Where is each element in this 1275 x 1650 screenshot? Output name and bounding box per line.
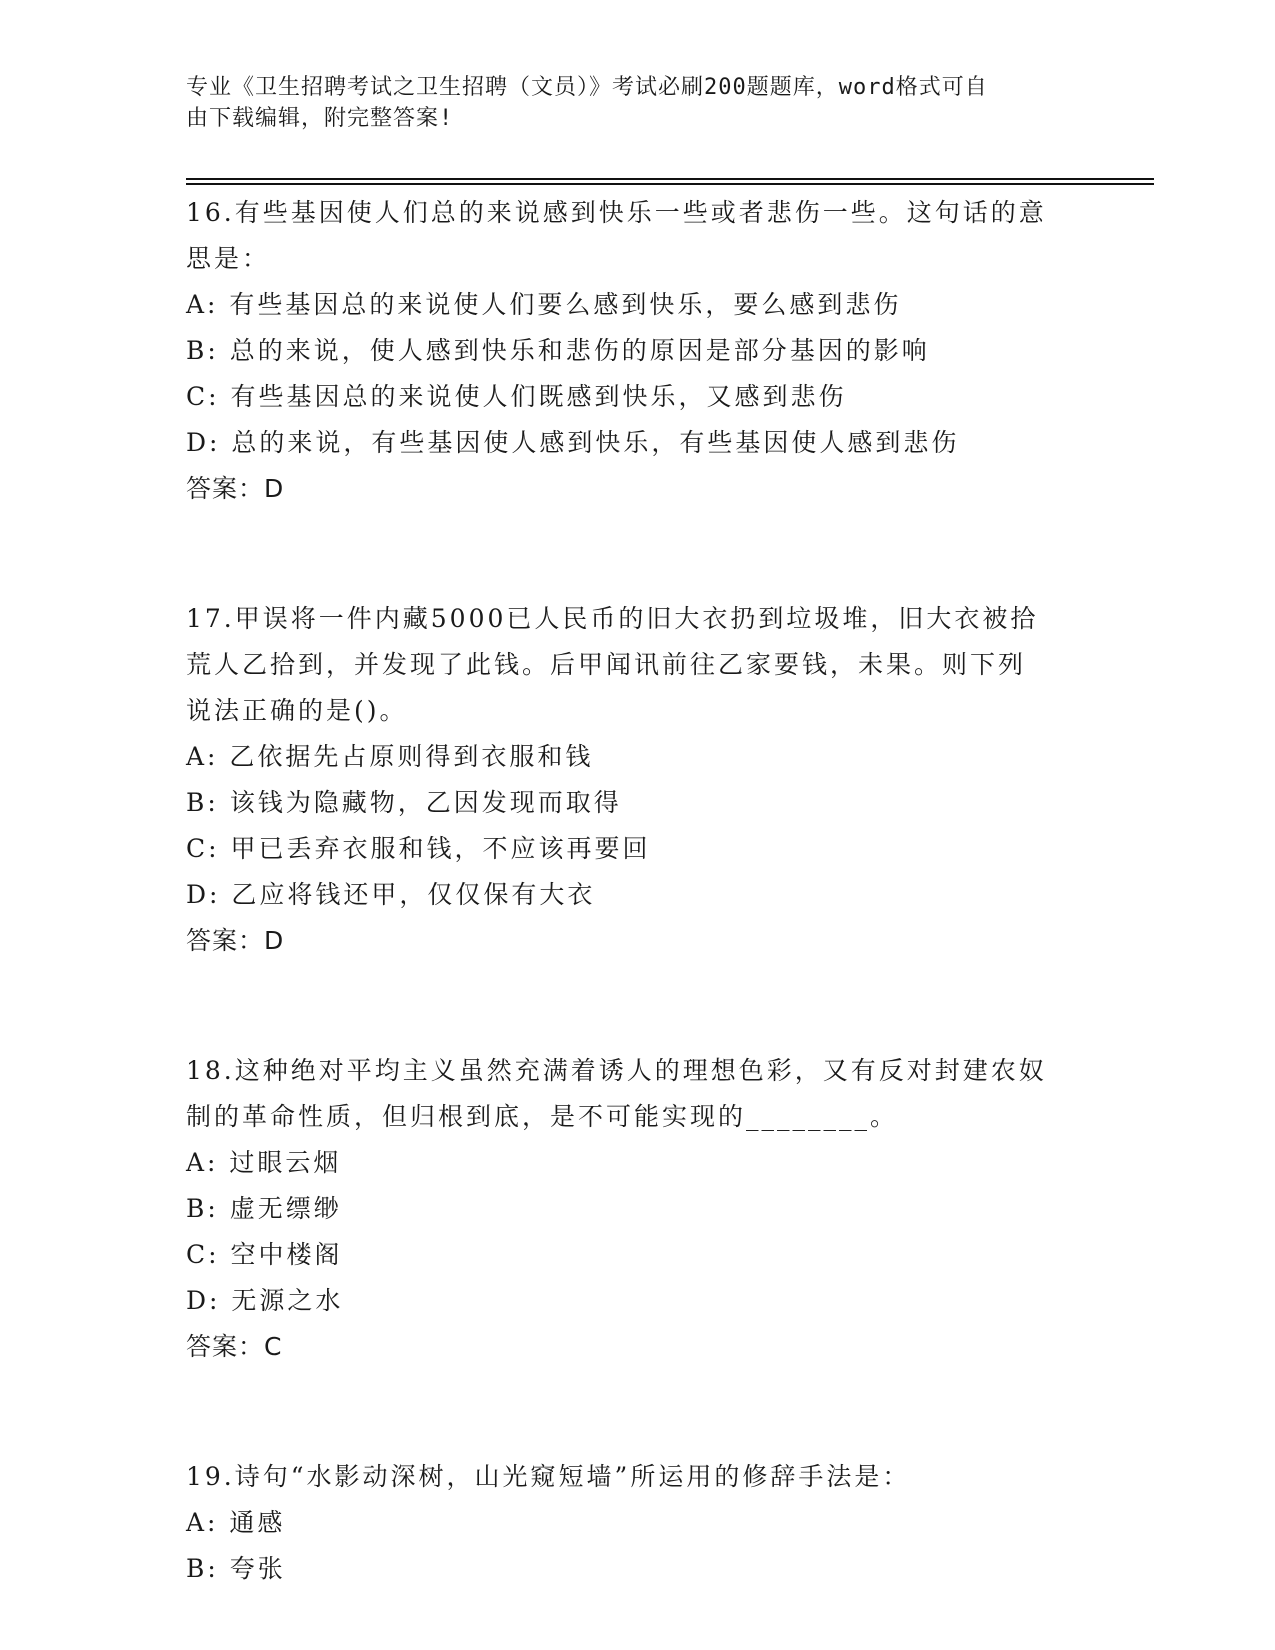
- question-19: [186, 1454, 1086, 1592]
- answer-line: 答案：D: [186, 474, 285, 503]
- option-d: D: 总的来说，有些基因使人感到快乐，有些基因使人感到悲伤: [186, 428, 960, 457]
- option-b: B: 夸张: [186, 1554, 286, 1583]
- option-a: A: 过眼云烟: [186, 1148, 342, 1177]
- header-divider-top: [186, 178, 1154, 180]
- question-spacer: [186, 964, 1086, 1048]
- question-spacer: [186, 512, 1086, 596]
- option-d: D: 乙应将钱还甲，仅仅保有大衣: [186, 880, 596, 909]
- question-stem-line: 荒人乙拾到，并发现了此钱。后甲闻讯前往乙家要钱，未果。则下列: [186, 650, 1027, 679]
- option-c: C: 空中楼阁: [186, 1240, 343, 1269]
- header-line-1: 专业《卫生招聘考试之卫生招聘（文员）》考试必刷200题题库，word格式可自: [186, 75, 988, 100]
- question-16: [186, 190, 1086, 512]
- question-stem-line: 18.这种绝对平均主义虽然充满着诱人的理想色彩，又有反对封建农奴: [186, 1056, 1047, 1085]
- question-stem-line: 19.诗句“水影动深树，山光窥短墙”所运用的修辞手法是：: [186, 1462, 911, 1491]
- question-stem-line: 思是：: [186, 244, 271, 273]
- question-17: [186, 596, 1086, 964]
- option-a: A: 有些基因总的来说使人们要么感到快乐，要么感到悲伤: [186, 290, 902, 319]
- option-b: B: 虚无缥缈: [186, 1194, 342, 1223]
- question-stem-line: 16.有些基因使人们总的来说感到快乐一些或者悲伤一些。这句话的意: [186, 198, 1047, 227]
- question-stem-line: 说法正确的是()。: [186, 696, 408, 725]
- option-d: D: 无源之水: [186, 1286, 344, 1315]
- question-18: [186, 1048, 1086, 1370]
- option-c: C: 甲已丢弃衣服和钱，不应该再要回: [186, 834, 651, 863]
- question-stem-line: 制的革命性质，但归根到底，是不可能实现的________。: [186, 1102, 899, 1131]
- option-a: A: 乙依据先占原则得到衣服和钱: [186, 742, 594, 771]
- option-b: B: 总的来说，使人感到快乐和悲伤的原因是部分基因的影响: [186, 336, 930, 365]
- answer-line: 答案：C: [186, 1332, 283, 1361]
- option-c: C: 有些基因总的来说使人们既感到快乐，又感到悲伤: [186, 382, 847, 411]
- document-header: [186, 72, 1066, 134]
- question-list: [186, 190, 1086, 1592]
- question-stem-line: 17.甲误将一件内藏5000已人民币的旧大衣扔到垃圾堆，旧大衣被拾: [186, 604, 1039, 633]
- option-a: A: 通感: [186, 1508, 286, 1537]
- option-b: B: 该钱为隐藏物，乙因发现而取得: [186, 788, 622, 817]
- header-line-2: 由下载编辑，附完整答案!: [186, 106, 454, 131]
- header-divider-bottom: [186, 183, 1154, 185]
- question-spacer: [186, 1370, 1086, 1454]
- answer-line: 答案：D: [186, 926, 285, 955]
